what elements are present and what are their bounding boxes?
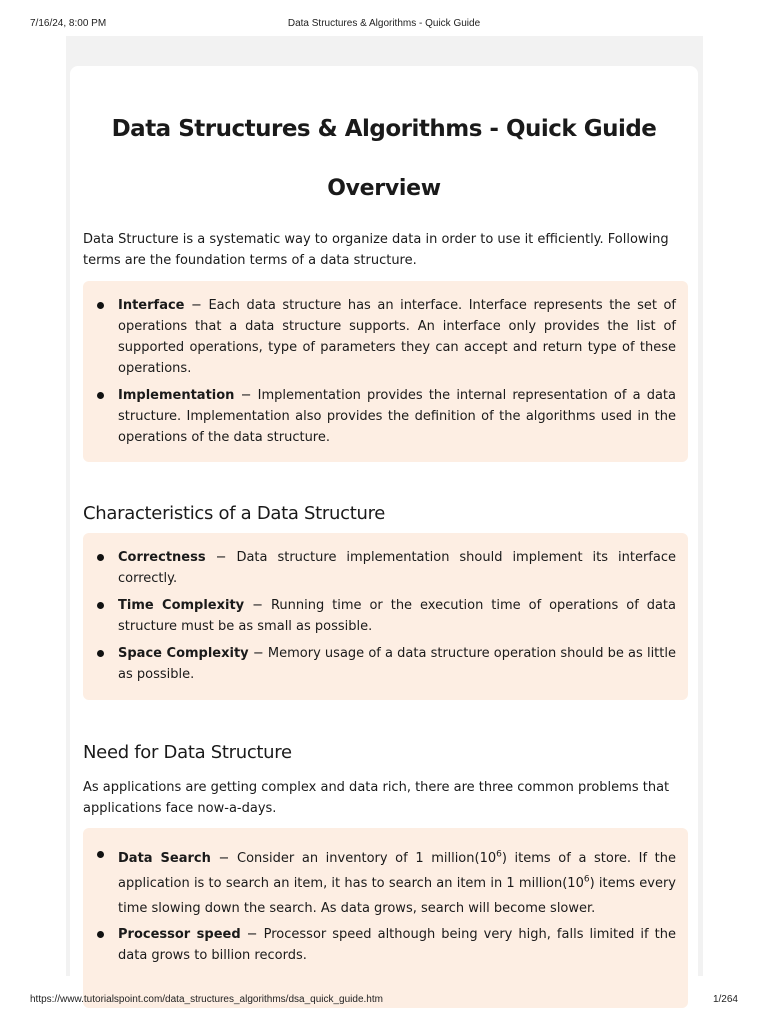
- bullet-icon: [97, 554, 104, 561]
- content-card: [70, 66, 698, 996]
- overview-heading: Overview: [327, 176, 441, 201]
- page-area: [66, 36, 703, 976]
- bullet-icon: [97, 851, 104, 858]
- characteristics-callout: [83, 533, 688, 700]
- overview-intro: Data Structure is a systematic way to organize data in order to use it efficiently. Following terms are the foundation terms of a data structure.: [83, 232, 669, 268]
- list-item-data-search: [83, 846, 688, 921]
- bullet-icon: [97, 392, 104, 399]
- print-datetime: 7/16/24, 8:00 PM: [30, 18, 107, 29]
- desc-time-complexity: − Running time or the execution time of operations of data structure must be as small as possible.: [118, 598, 676, 634]
- desc-processor-speed: − Processor speed although being very high, falls limited if the data grows to billion records.: [118, 927, 676, 963]
- print-header: [30, 18, 738, 29]
- superscript-exponent: 6: [496, 849, 502, 860]
- characteristics-heading-block: [83, 503, 688, 524]
- desc-data-search-part-3: ) items every time slowing down the search. As data grows, search will become slower.: [118, 876, 676, 916]
- page-title: Data Structures & Algorithms - Quick Guide: [111, 116, 657, 142]
- desc-implementation: − Implementation provides the internal representation of a data structure. Implementation also provides the definition of the algorithms used in the operations of the data structure.: [118, 388, 676, 445]
- page-number: 1/264: [712, 994, 738, 1005]
- list-item-processor-speed: [83, 924, 688, 966]
- superscript-exponent: 6: [583, 874, 590, 885]
- bullet-icon: [97, 602, 104, 609]
- print-url: https://www.tutorialspoint.com/data_structures_algorithms/dsa_quick_guide.htm: [30, 994, 383, 1005]
- term-implementation: Implementation: [118, 388, 235, 403]
- term-interface: Interface: [118, 298, 185, 313]
- desc-correctness: − Data structure implementation should implement its interface correctly.: [118, 550, 676, 586]
- desc-space-complexity: − Memory usage of a data structure operation should be as little as possible.: [118, 646, 676, 682]
- need-callout: [83, 828, 688, 1008]
- desc-data-search-part-1: − Consider an inventory of 1 million(10: [210, 851, 497, 866]
- term-data-search: Data Search: [118, 851, 211, 866]
- desc-interface: − Each data structure has an interface. Interface represents the set of operations that a data structure supports. An interface only provides the list of supported operations, type of parameters they can accept and return type of these operations.: [118, 298, 676, 376]
- desc-data-search-part-2: ) items of a store. If the application is to search an item, it has to search an item in 1 million(10: [118, 851, 677, 891]
- need-intro-block: [83, 777, 688, 819]
- overview-intro-block: [83, 229, 688, 271]
- list-item-time-complexity: [83, 595, 688, 637]
- list-item-implementation: [83, 385, 688, 448]
- print-title: Data Structures & Algorithms - Quick Guide: [287, 18, 481, 29]
- need-intro: As applications are getting complex and data rich, there are three common problems that applications face now-a-days.: [83, 780, 670, 816]
- term-time-complexity: Time Complexity: [118, 598, 245, 613]
- bullet-icon: [97, 650, 104, 657]
- overview-callout: [83, 281, 688, 462]
- bullet-icon: [97, 302, 104, 309]
- list-item-space-complexity: [83, 643, 688, 685]
- term-correctness: Correctness: [118, 550, 206, 565]
- bullet-icon: [97, 931, 104, 938]
- list-item-interface: [83, 295, 688, 379]
- print-footer: [30, 994, 738, 1005]
- need-heading: Need for Data Structure: [83, 742, 292, 763]
- term-processor-speed: Processor speed: [118, 927, 241, 942]
- characteristics-heading: Characteristics of a Data Structure: [83, 503, 386, 524]
- term-space-complexity: Space Complexity: [118, 646, 249, 661]
- need-heading-block: [83, 742, 688, 763]
- list-item-correctness: [83, 547, 688, 589]
